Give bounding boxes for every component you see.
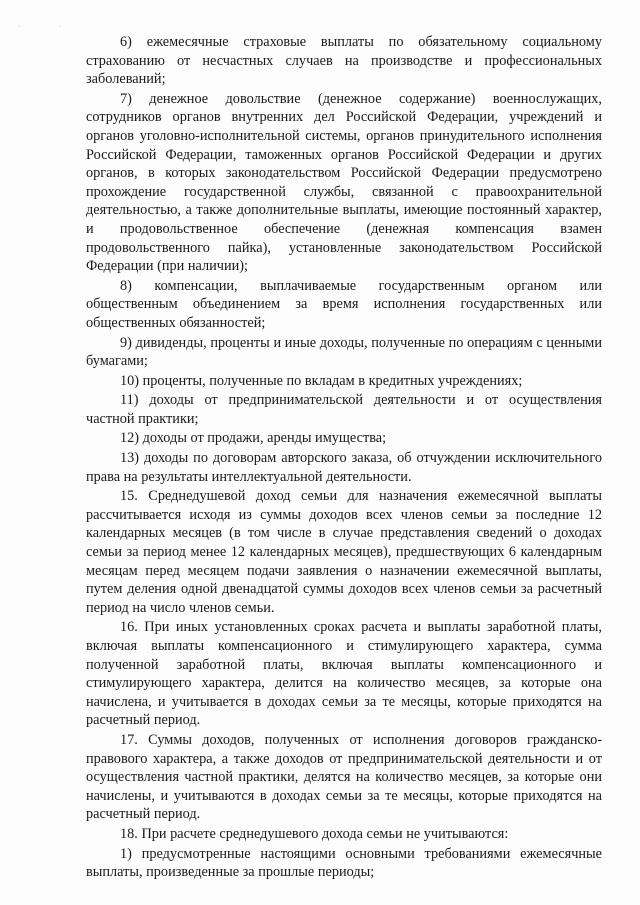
paragraph-item-10: 10) проценты, полученные по вкладам в кредитных учреждениях;: [120, 372, 523, 389]
paragraph-item-13: 13) доходы по договорам авторского заказа, об отчуждении исключительного права на результаты интеллектуальной деятельности.: [86, 450, 602, 485]
paragraph-item-12: 12) доходы от продажи, аренды имущества;: [120, 430, 387, 447]
paragraph-item-11: 11) доходы от предпринимательской деятельности и от осуществления частной практики;: [86, 392, 602, 427]
paragraph-clause-15: 15. Среднедушевой доход семьи для назначения ежемесячной выплаты рассчитывается исходя из суммы доходов всех членов семьи за последние 12 календарных месяцев (в том числе в случае представления сведений о доходах семьи за период менее 12 календарных месяцев), предшествующих 6 календарным месяцам перед месяцем подачи заявления о назначении ежемесячной выплаты, путем деления одной двенадцатой суммы доходов всех членов семьи за расчетный период на число членов семьи.: [86, 488, 602, 616]
paragraph-item-6: 6) ежемесячные страховые выплаты по обязательному социальному страхованию от несчастных случаев на производстве и профессиональных заболеваний;: [86, 34, 602, 88]
paragraph-clause-17: 17. Суммы доходов, полученных от исполнения договоров гражданско-правового характера, а также доходов от предпринимательской деятельности и от осуществления частной практики, делятся на количество месяцев, за которые они начислены, и учитываются в доходах семьи за те месяцы, которые приходятся на расчетный период.: [86, 731, 602, 823]
paragraph-item-8: 8) компенсации, выплачиваемые государственным органом или общественным объединением за время исполнения государственных или общественных обязанностей;: [86, 277, 602, 331]
paragraph-item-9: 9) дивиденды, проценты и иные доходы, полученные по операциям с ценными бумагами;: [86, 334, 602, 370]
scan-marks: · ·: [18, 22, 80, 31]
paragraph-clause-18-item-1: 1) предусмотренные настоящими основными требованиями ежемесячные выплаты, произведенные за прошлые периоды;: [86, 845, 602, 881]
paragraph-clause-16: 16. При иных установленных сроках расчета и выплаты заработной платы, включая выплаты компенсационного и стимулирующего характера, сумма полученной заработной платы, включая выплаты компенсационного и стимулирующего характера, делится на количество месяцев, за которые она начислена, и учитывается в доходах семьи за те месяцы, которые приходятся на расчетный период.: [86, 619, 602, 729]
document-body: [86, 33, 602, 883]
paragraph-clause-18: 18. При расчете среднедушевого дохода семьи не учитываются:: [120, 825, 509, 842]
paragraph-item-7: 7) денежное довольствие (денежное содержание) военнослужащих, сотрудников органов внутренних дел Российской Федерации, учреждений и органов уголовно-исполнительной системы, органов принудительного исполнения Российской Федерации, таможенных органов Российской Федерации и других органов, в которых законодательством Российской Федерации предусмотрено прохождение государственной службы, связанной с правоохранительной деятельностью, а также дополнительные выплаты, имеющие постоянный характер, и продовольственное обеспечение (денежная компенсация взамен продовольственного пайка), установленные законодательством Российской Федерации (при наличии);: [86, 90, 602, 275]
